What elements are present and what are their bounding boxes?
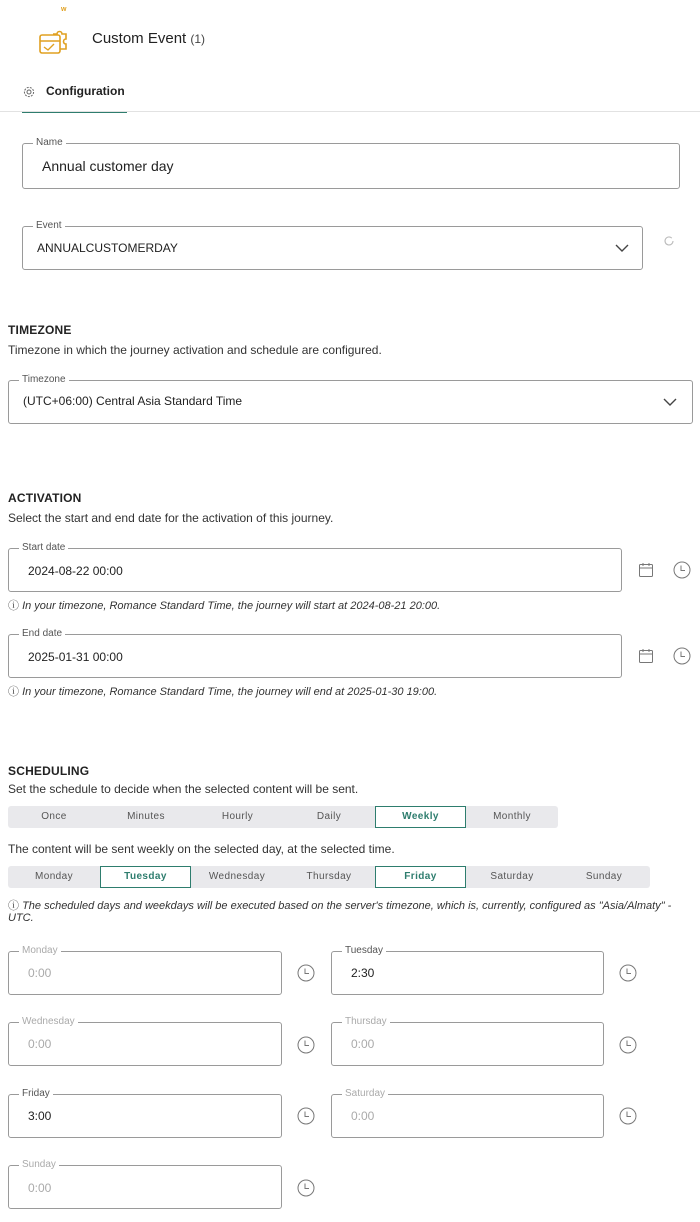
- wednesday-time-label: Wednesday: [19, 1016, 78, 1028]
- saturday-time-label: Saturday: [342, 1088, 388, 1100]
- start-date-label: Start date: [19, 542, 68, 554]
- frequency-selector[interactable]: [8, 806, 558, 828]
- frequency-hourly[interactable]: Hourly: [221, 811, 254, 822]
- page-title: [92, 30, 205, 47]
- brand-mark: w: [61, 6, 67, 13]
- end-date-label: End date: [19, 628, 65, 640]
- end-date-value: 2025-01-31 00:00: [28, 650, 123, 664]
- start-date-value: 2024-08-22 00:00: [28, 564, 123, 578]
- end-date-info: [8, 683, 437, 699]
- start-date-info-text: In your timezone, Romance Standard Time, the journey will start at 2024-08-21 20:00.: [22, 600, 441, 612]
- clock-icon[interactable]: [297, 964, 315, 982]
- frequency-daily[interactable]: Daily: [316, 811, 342, 822]
- frequency-monthly[interactable]: Monthly: [493, 811, 531, 822]
- tuesday-time-field[interactable]: [331, 945, 604, 995]
- wednesday-time-value: 0:00: [28, 1037, 52, 1051]
- end-date-field[interactable]: [8, 628, 622, 678]
- scheduling-heading: SCHEDULING: [8, 764, 90, 778]
- saturday-time-value: 0:00: [351, 1109, 375, 1123]
- timezone-select[interactable]: [8, 374, 693, 424]
- weekday-friday[interactable]: Friday: [375, 866, 466, 888]
- weekday-selector[interactable]: [8, 866, 650, 888]
- refresh-icon[interactable]: [663, 235, 675, 247]
- timezone-select-label: Timezone: [19, 374, 69, 386]
- monday-time-field[interactable]: [8, 945, 282, 995]
- frequency-weekly[interactable]: Weekly: [375, 806, 466, 828]
- tab-configuration[interactable]: [22, 84, 127, 113]
- monday-time-value: 0:00: [28, 966, 52, 980]
- saturday-time-field[interactable]: [331, 1088, 604, 1138]
- weekly-note: The content will be sent weekly on the selected day, at the selected time.: [8, 842, 395, 856]
- event-select-value: ANNUALCUSTOMERDAY: [37, 241, 178, 255]
- end-date-info-text: In your timezone, Romance Standard Time, the journey will end at 2025-01-30 19:00.: [22, 686, 438, 698]
- info-icon: ⓘ: [8, 900, 19, 912]
- tuesday-time-value: 2:30: [351, 966, 375, 980]
- sunday-time-value: 0:00: [28, 1181, 52, 1195]
- start-date-field[interactable]: [8, 542, 622, 592]
- weekday-wednesday[interactable]: Wednesday: [208, 871, 266, 882]
- weekday-tuesday[interactable]: Tuesday: [100, 866, 191, 888]
- tuesday-time-label: Tuesday: [342, 945, 386, 957]
- server-timezone-info: [8, 900, 693, 924]
- monday-time-label: Monday: [19, 945, 61, 957]
- activation-description: Select the start and end date for the activation of this journey.: [8, 511, 334, 525]
- event-count: (1): [190, 32, 206, 46]
- thursday-time-field[interactable]: [331, 1016, 604, 1066]
- gear-icon: [22, 85, 36, 99]
- name-field-label: Name: [33, 137, 66, 149]
- weekday-saturday[interactable]: Saturday: [490, 871, 534, 882]
- sunday-time-field[interactable]: [8, 1159, 282, 1209]
- weekday-thursday[interactable]: Thursday: [306, 871, 352, 882]
- thursday-time-label: Thursday: [342, 1016, 390, 1028]
- chevron-down-icon[interactable]: [663, 398, 677, 406]
- friday-time-value: 3:00: [28, 1109, 52, 1123]
- calendar-icon[interactable]: [638, 562, 654, 578]
- clock-icon[interactable]: [297, 1036, 315, 1054]
- start-date-info: [8, 597, 440, 613]
- timezone-heading: TIMEZONE: [8, 323, 72, 337]
- clock-icon[interactable]: [297, 1179, 315, 1197]
- clock-icon[interactable]: [619, 1107, 637, 1125]
- info-icon: ⓘ: [8, 600, 19, 612]
- weekday-sunday[interactable]: Sunday: [585, 871, 623, 882]
- friday-time-field[interactable]: [8, 1088, 282, 1138]
- wednesday-time-field[interactable]: [8, 1016, 282, 1066]
- tab-configuration-label: Configuration: [46, 84, 125, 98]
- scheduling-description: Set the schedule to decide when the selected content will be sent.: [8, 782, 359, 796]
- friday-time-label: Friday: [19, 1088, 53, 1100]
- chevron-down-icon[interactable]: [615, 244, 629, 252]
- thursday-time-value: 0:00: [351, 1037, 375, 1051]
- name-field[interactable]: [22, 137, 680, 189]
- clock-icon[interactable]: [297, 1107, 315, 1125]
- tab-divider: [0, 111, 700, 112]
- calendar-icon[interactable]: [638, 648, 654, 664]
- timezone-description: Timezone in which the journey activation and schedule are configured.: [8, 343, 382, 357]
- clock-icon[interactable]: [673, 561, 691, 579]
- event-select[interactable]: [22, 220, 643, 270]
- event-select-label: Event: [33, 220, 65, 232]
- activation-heading: ACTIVATION: [8, 491, 82, 505]
- name-field-value: Annual customer day: [42, 158, 174, 174]
- sunday-time-label: Sunday: [19, 1159, 59, 1171]
- page-title-text: Custom Event: [92, 30, 187, 47]
- frequency-minutes[interactable]: Minutes: [127, 811, 165, 822]
- server-timezone-info-text: The scheduled days and weekdays will be executed based on the server's timezone, which is, currently, configured as "Asia/Almaty" - UTC.: [8, 900, 672, 924]
- frequency-once[interactable]: Once: [41, 811, 67, 822]
- clock-icon[interactable]: [619, 964, 637, 982]
- weekday-monday[interactable]: Monday: [35, 871, 73, 882]
- clock-icon[interactable]: [673, 647, 691, 665]
- puzzle-calendar-icon: [37, 25, 73, 57]
- info-icon: ⓘ: [8, 686, 19, 698]
- timezone-select-value: (UTC+06:00) Central Asia Standard Time: [23, 394, 243, 408]
- clock-icon[interactable]: [619, 1036, 637, 1054]
